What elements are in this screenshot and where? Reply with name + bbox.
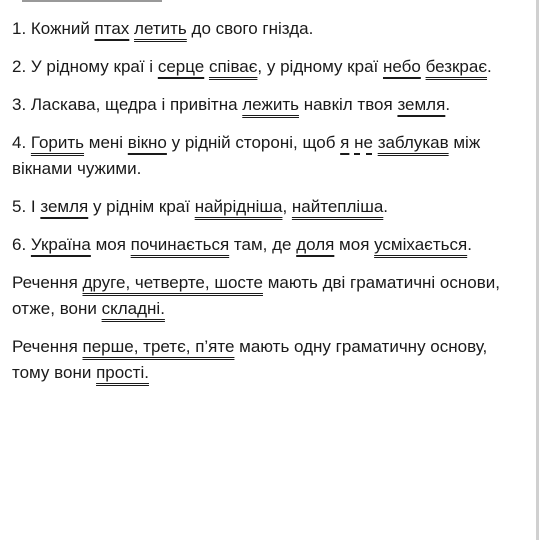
- text-segment: у ріднім краї: [88, 197, 195, 216]
- predicate-word: заблукав: [377, 133, 449, 152]
- text-segment: Речення: [12, 273, 83, 292]
- subject-word: Україна: [30, 235, 91, 254]
- predicate-word: прості.: [96, 363, 149, 382]
- sentence-paragraph: [12, 232, 527, 258]
- predicate-word: усміхається: [374, 235, 468, 254]
- subject-word: вікно: [127, 133, 167, 152]
- predicate-word: найтепліша: [291, 197, 384, 216]
- text-segment: 2. У рідному краї і: [12, 57, 158, 76]
- text-segment: у рідній стороні, щоб: [166, 133, 341, 152]
- predicate-word: лежить: [242, 95, 299, 114]
- predicate-word: Горить: [30, 133, 85, 152]
- sentence-paragraph: [12, 54, 527, 80]
- text-segment: до свого гнізда.: [186, 19, 314, 38]
- conclusion-paragraph: [12, 270, 527, 322]
- text-segment: 4.: [12, 133, 31, 152]
- sentence-paragraph: [12, 16, 527, 42]
- sentence-paragraph: [12, 130, 527, 182]
- subject-word: земля: [397, 95, 446, 114]
- text-segment: 3. Ласкава, щедра і привітна: [12, 95, 243, 114]
- subject-word: серце: [157, 57, 205, 76]
- text-segment: 1. Кожний: [12, 19, 95, 38]
- text-segment: моя: [90, 235, 131, 254]
- predicate-word: перше, третє, п’яте: [82, 337, 235, 356]
- text-segment: між вікнами чужими.: [12, 133, 481, 178]
- text-segment: моя: [334, 235, 375, 254]
- text-segment: мені: [84, 133, 128, 152]
- conclusion-paragraph: [12, 334, 527, 386]
- subject-word: небо: [382, 57, 421, 76]
- subject-word: земля: [40, 197, 89, 216]
- predicate-word: друге, четверте, шосте: [82, 273, 263, 292]
- text-segment: 5. І: [12, 197, 41, 216]
- text-segment: .: [383, 197, 389, 216]
- text-segment: 6.: [12, 235, 31, 254]
- document-body: [12, 16, 527, 398]
- sentence-paragraph: [12, 92, 527, 118]
- subject-word: доля: [296, 235, 335, 254]
- predicate-word: починається: [130, 235, 230, 254]
- predicate-word: безкрає: [425, 57, 488, 76]
- predicate-word: летить: [134, 19, 187, 38]
- text-segment: мають дві граматичні основи, отже, вони: [12, 273, 500, 318]
- text-segment: мають одну граматичну основу, тому вони: [12, 337, 488, 382]
- text-segment: , у рідному краї: [257, 57, 383, 76]
- particle-word: не: [354, 133, 373, 152]
- predicate-word: співає: [208, 57, 258, 76]
- text-segment: там, де: [229, 235, 297, 254]
- text-segment: .: [487, 57, 492, 76]
- text-segment: .: [467, 235, 472, 254]
- cropped-text-remnant: [22, 0, 162, 6]
- text-segment: ,: [282, 197, 292, 216]
- text-segment: .: [445, 95, 451, 114]
- predicate-word: найрідніша: [194, 197, 283, 216]
- predicate-word: складні.: [101, 299, 165, 318]
- text-segment: Речення: [12, 337, 83, 356]
- text-segment: навкіл твоя: [298, 95, 398, 114]
- sentence-paragraph: [12, 194, 527, 220]
- subject-word: птах: [94, 19, 130, 38]
- subject-word: я: [340, 133, 350, 152]
